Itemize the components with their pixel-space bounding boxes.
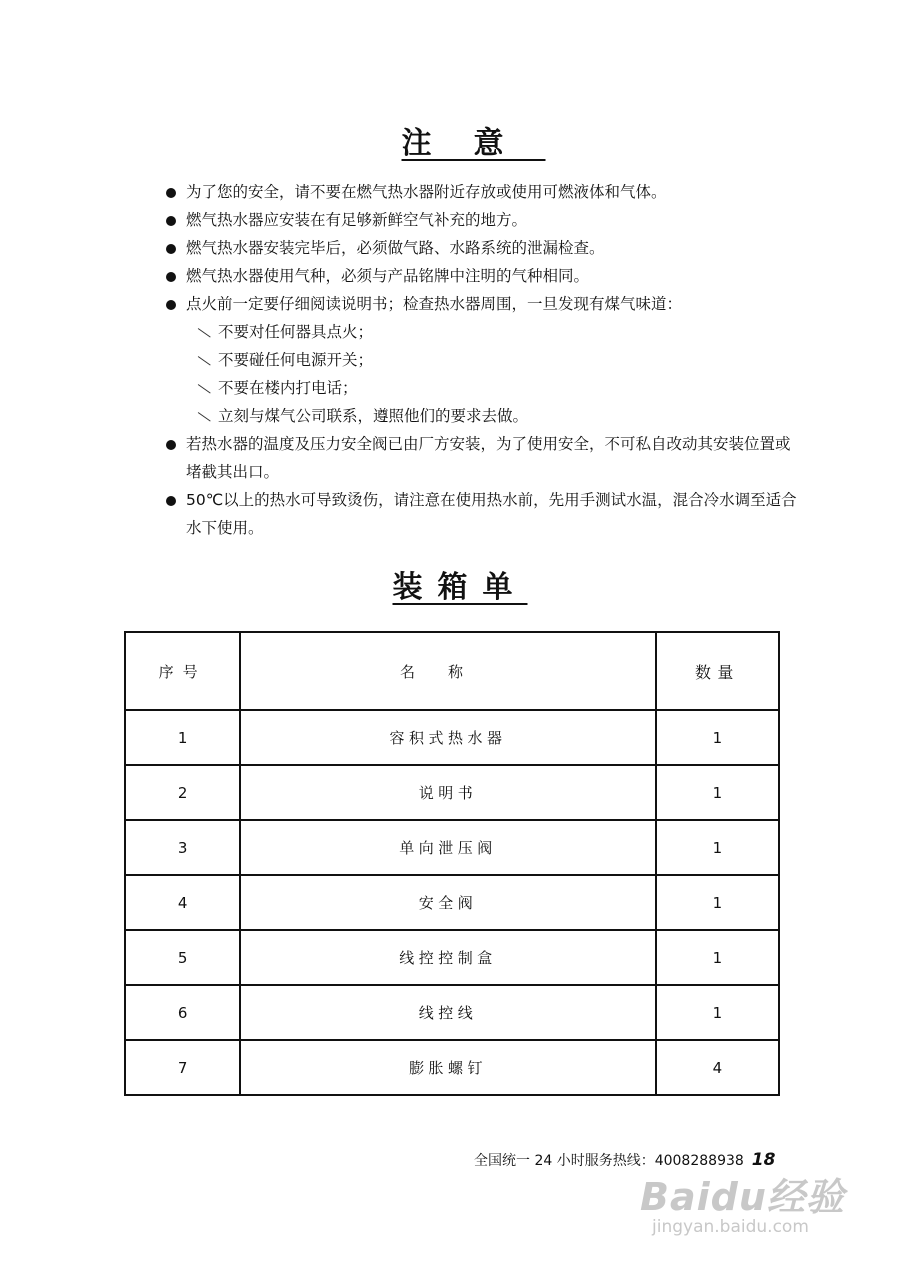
notice-item: 若热水器的温度及压力安全阀已由厂方安装，为了使用安全，不可私自改动其安装位置或堵截其出口。 xyxy=(158,430,798,486)
cell-name: 单向泄压阀 xyxy=(240,820,655,875)
bullet-icon xyxy=(166,300,176,310)
notice-title: 注意 xyxy=(401,126,546,161)
bullet-icon xyxy=(166,496,176,506)
dash-icon xyxy=(198,328,211,338)
table-row xyxy=(125,985,779,1040)
cell-name: 说明书 xyxy=(240,765,655,820)
bullet-icon xyxy=(166,188,176,198)
header-no: 序号 xyxy=(125,632,240,710)
table-row xyxy=(125,765,779,820)
cell-qty: 1 xyxy=(656,985,779,1040)
table-row xyxy=(125,1040,779,1095)
cell-no: 5 xyxy=(125,930,240,985)
cell-no: 6 xyxy=(125,985,240,1040)
dash-icon xyxy=(198,384,211,394)
dash-icon xyxy=(198,356,211,366)
header-qty: 数量 xyxy=(656,632,779,710)
watermark-url: jingyan.baidu.com xyxy=(652,1217,809,1237)
cell-qty: 4 xyxy=(656,1040,779,1095)
cell-name: 线控控制盒 xyxy=(240,930,655,985)
notice-sub-item: 不要碰任何电源开关； xyxy=(158,346,798,374)
cell-name: 线控线 xyxy=(240,985,655,1040)
cell-no: 4 xyxy=(125,875,240,930)
cell-name: 容积式热水器 xyxy=(240,710,655,765)
notice-item: 50℃以上的热水可导致烫伤，请注意在使用热水前，先用手测试水温，混合冷水调至适合水下使用。 xyxy=(158,486,798,542)
notice-sub-item: 不要在楼内打电话； xyxy=(158,374,798,402)
notice-item: 燃气热水器安装完毕后，必须做气路、水路系统的泄漏检查。 xyxy=(158,234,798,262)
notice-item: 为了您的安全，请不要在燃气热水器附近存放或使用可燃液体和气体。 xyxy=(158,178,798,206)
service-hotline: 全国统一 24 小时服务热线：4008288938 xyxy=(474,1153,744,1169)
cell-no: 2 xyxy=(125,765,240,820)
cell-qty: 1 xyxy=(656,875,779,930)
notice-item: 燃气热水器应安装在有足够新鲜空气补充的地方。 xyxy=(158,206,798,234)
notice-item: 点火前一定要仔细阅读说明书；检查热水器周围，一旦发现有煤气味道： xyxy=(158,290,798,318)
packing-table xyxy=(124,631,780,1096)
cell-qty: 1 xyxy=(656,765,779,820)
cell-no: 1 xyxy=(125,710,240,765)
bullet-icon xyxy=(166,216,176,226)
cell-qty: 1 xyxy=(656,710,779,765)
cell-name: 安全阀 xyxy=(240,875,655,930)
page-number: 18 xyxy=(751,1150,776,1170)
cell-qty: 1 xyxy=(656,930,779,985)
baidu-jingyan-logo: Baidu经验 xyxy=(640,1175,845,1219)
notice-sub-item: 不要对任何器具点火； xyxy=(158,318,798,346)
cell-no: 3 xyxy=(125,820,240,875)
bullet-icon xyxy=(166,440,176,450)
cell-no: 7 xyxy=(125,1040,240,1095)
bullet-icon xyxy=(166,272,176,282)
table-header-row xyxy=(125,632,779,710)
notice-sub-item: 立刻与煤气公司联系，遵照他们的要求去做。 xyxy=(158,402,798,430)
packing-list-title: 装箱单 xyxy=(392,570,528,605)
baidu-watermark xyxy=(640,1166,845,1237)
bullet-icon xyxy=(166,244,176,254)
table-row xyxy=(125,820,779,875)
table-row xyxy=(125,930,779,985)
cell-name: 膨胀螺钉 xyxy=(240,1040,655,1095)
table-row xyxy=(125,875,779,930)
notice-item: 燃气热水器使用气种，必须与产品铭牌中注明的气种相同。 xyxy=(158,262,798,290)
table-row xyxy=(125,710,779,765)
dash-icon xyxy=(198,412,211,422)
cell-qty: 1 xyxy=(656,820,779,875)
notice-list xyxy=(158,178,798,542)
header-name: 名称 xyxy=(240,632,655,710)
